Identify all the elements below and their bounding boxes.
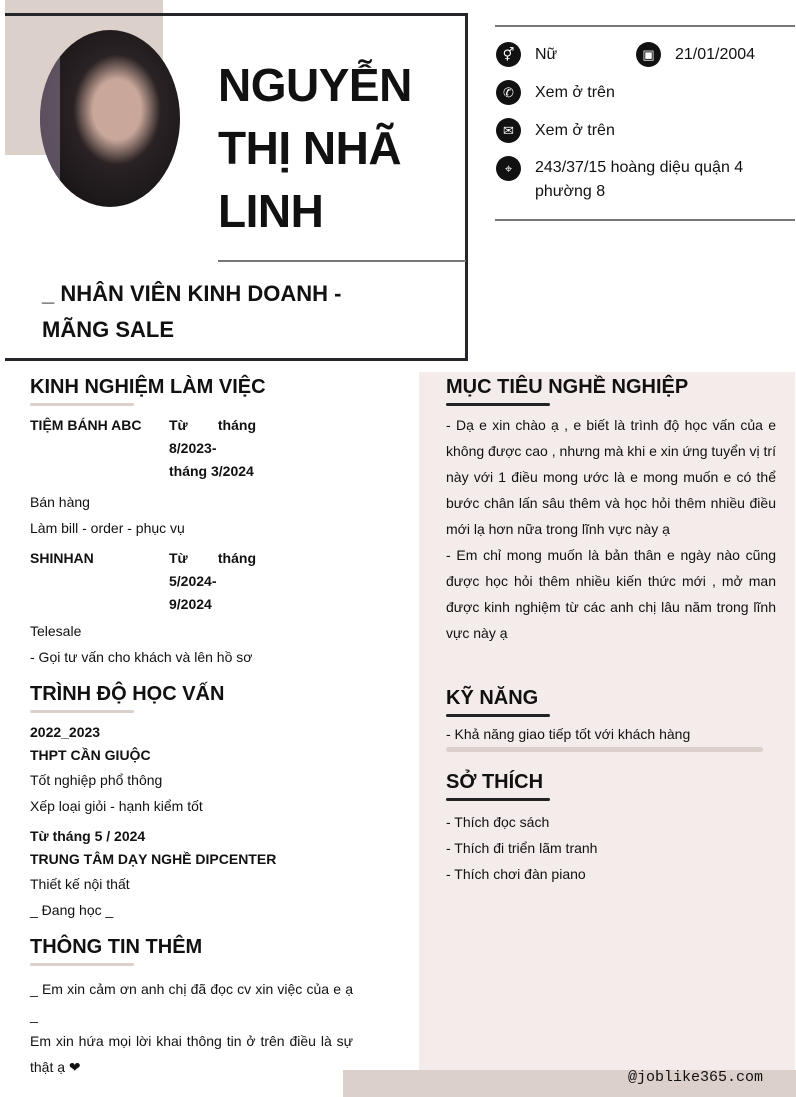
divider: [495, 219, 795, 221]
footer-bar: [343, 1070, 796, 1097]
hobbies-section: [446, 768, 776, 887]
avatar: [40, 30, 180, 207]
calendar-icon: ▣: [636, 42, 661, 67]
hobby-item: - Thích đi triển lãm tranh: [446, 840, 598, 856]
edu-time: Từ tháng 5 / 2024: [30, 828, 146, 844]
email-value: Xem ở trên: [535, 121, 615, 139]
title-underline: [30, 710, 134, 713]
extra-section: [30, 933, 360, 1080]
edu-line: _ Đang học _: [30, 902, 114, 918]
extra-text: [30, 976, 353, 1080]
email-row: [496, 118, 615, 143]
objective-paragraph: - Dạ e xin chào ạ , e biết là trình độ học vấn của e không được cao , nhưng mà khi e xin ứng tuyển vị trí này với 1 điều mong ước là e mong muốn e có thể bước chân lấn sâu thêm và học hỏi thêm nhiều điều mới lạ hơn nữa trong lĩnh vực này ạ: [446, 417, 776, 537]
job-line: Bán hàng: [30, 494, 90, 510]
section-title: THÔNG TIN THÊM: [30, 936, 203, 958]
job-item: [30, 414, 360, 541]
phone-icon: ✆: [496, 80, 521, 105]
job-item: [30, 547, 360, 670]
gender-row: [496, 42, 557, 67]
name-line: THỊ NHÃ: [218, 122, 402, 174]
left-column: [30, 373, 360, 1080]
job-line: - Gọi tư vấn cho khách và lên hồ sơ: [30, 649, 253, 665]
name-line: NGUYỄN: [218, 59, 412, 111]
section-title: KINH NGHIỆM LÀM VIỆC: [30, 376, 266, 398]
experience-section: [30, 373, 360, 670]
title-underline: [446, 403, 550, 406]
full-name: [218, 54, 412, 243]
right-column: [446, 373, 776, 887]
education-item: [30, 825, 360, 923]
gender-icon: ⚥: [496, 42, 521, 67]
edu-line: Tốt nghiệp phổ thông: [30, 772, 163, 788]
section-title: SỞ THÍCH: [446, 771, 544, 793]
address-row: [496, 156, 786, 204]
job-date: Từ tháng 5/2024- 9/2024: [169, 550, 256, 612]
hobby-item: - Thích đọc sách: [446, 814, 550, 830]
gender-value: Nữ: [535, 45, 558, 63]
skill-label: - Khả năng giao tiếp tốt với khách hàng: [446, 726, 691, 742]
dob-value: 21/01/2004: [675, 45, 756, 63]
title-underline: [446, 714, 550, 717]
divider: [495, 25, 795, 27]
divider: [218, 260, 466, 262]
education-item: [30, 721, 360, 819]
edu-school: THPT CẦN GIUỘC: [30, 747, 151, 763]
phone-row: [496, 80, 615, 105]
hobby-item: - Thích chơi đàn piano: [446, 866, 586, 882]
skill-bar: [446, 747, 763, 752]
section-title: KỸ NĂNG: [446, 687, 539, 709]
company: TIỆM BÁNH ABC: [30, 417, 142, 433]
extra-line: _ Em xin cảm ơn anh chị đã đọc cv xin việc của e ạ _: [30, 981, 353, 1023]
extra-line: Em xin hứa mọi lời khai thông tin ở trên điều là sự thật ạ ❤: [30, 1033, 353, 1075]
section-title: TRÌNH ĐỘ HỌC VẤN: [30, 683, 225, 705]
mail-icon: ✉: [496, 118, 521, 143]
job-date: Từ tháng 8/2023- tháng 3/2024: [169, 417, 256, 479]
edu-line: Xếp loại giỏi - hạnh kiểm tốt: [30, 798, 203, 814]
location-icon: ⌖: [496, 156, 521, 181]
name-line: LINH: [218, 185, 324, 237]
title-underline: [446, 798, 550, 801]
section-title: MỤC TIÊU NGHỀ NGHIỆP: [446, 376, 689, 398]
company: SHINHAN: [30, 550, 94, 566]
watermark: @joblike365.com: [627, 1069, 763, 1086]
education-section: [30, 680, 360, 923]
edu-time: 2022_2023: [30, 724, 101, 740]
phone-value: Xem ở trên: [535, 83, 615, 101]
job-title: _ NHÂN VIÊN KINH DOANH - MÃNG SALE: [42, 281, 342, 342]
objective-section: [446, 373, 776, 646]
address-value: 243/37/15 hoàng diệu quận 4 phường 8: [535, 159, 744, 200]
dob-row: [636, 42, 755, 67]
title-underline: [30, 963, 134, 966]
edu-school: TRUNG TÂM DẠY NGHỀ DIPCENTER: [30, 851, 277, 867]
job-line: Làm bill - order - phục vụ: [30, 520, 185, 536]
objective-paragraph: - Em chỉ mong muốn là bản thân e ngày nào cũng được học hỏi thêm nhiều kiến thức mới , mở man được kinh nghiệm từ các anh chị lâu năm trong lĩnh vực này ạ: [446, 547, 776, 641]
skills-section: [446, 684, 776, 752]
job-line: Telesale: [30, 623, 82, 639]
edu-line: Thiết kế nội thất: [30, 876, 130, 892]
title-underline: [30, 403, 134, 406]
